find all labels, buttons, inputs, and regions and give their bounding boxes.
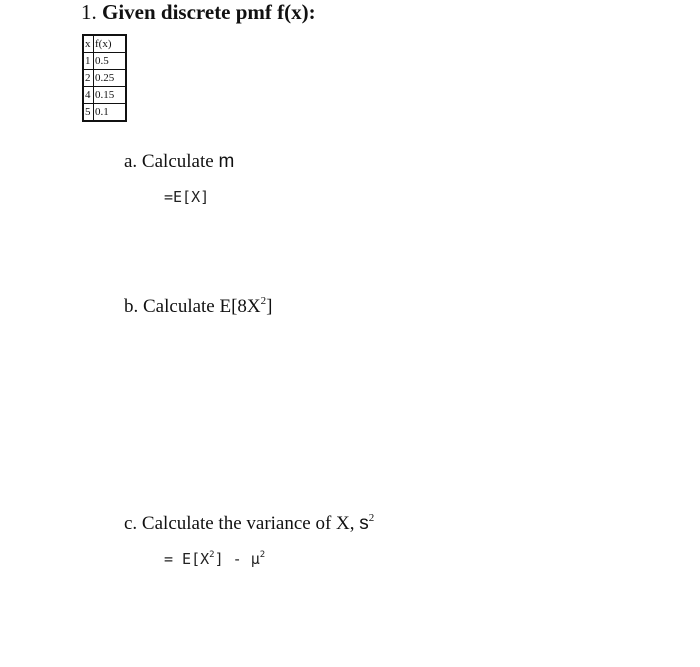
- part-a-label: a. Calculate: [124, 151, 219, 172]
- part-c-formula-lead: = E[X: [164, 550, 210, 568]
- part-b-label: b. Calculate E[8X: [124, 296, 261, 317]
- problem-number: 1.: [81, 0, 97, 24]
- pmf-cell-x: 2: [83, 70, 94, 87]
- pmf-cell-f: 0.15: [94, 87, 127, 104]
- part-a-symbol: m: [218, 151, 235, 172]
- pmf-header-f: f(x): [94, 35, 127, 53]
- part-b-question: [124, 296, 272, 318]
- table-row: [83, 53, 126, 70]
- pmf-cell-x: 4: [83, 87, 94, 104]
- part-c-label: c. Calculate the variance of X,: [124, 513, 360, 534]
- pmf-header-x: x: [83, 35, 94, 53]
- part-a-question: [124, 151, 234, 173]
- pmf-cell-f: 0.5: [94, 53, 127, 70]
- pmf-cell-f: 0.1: [94, 104, 127, 122]
- problem-title: [81, 0, 316, 24]
- part-c-formula-mid: ] - μ: [214, 550, 260, 568]
- part-b-exponent: 2: [260, 295, 267, 307]
- part-c-formula-exp1: 2: [209, 550, 215, 560]
- table-row: [83, 104, 126, 122]
- pmf-cell-x: 5: [83, 104, 94, 122]
- pmf-cell-f: 0.25: [94, 70, 127, 87]
- pmf-cell-x: 1: [83, 53, 94, 70]
- part-c-formula: [164, 550, 265, 568]
- table-row: [83, 70, 126, 87]
- problem-title-text: Given discrete pmf f(x):: [102, 0, 316, 24]
- pmf-table-header-row: [83, 35, 126, 53]
- part-c-question: [124, 513, 374, 535]
- part-c-exponent: 2: [368, 512, 375, 524]
- part-c-symbol: s: [359, 513, 369, 534]
- part-c-formula-exp2: 2: [259, 550, 266, 560]
- part-b-closing: ]: [266, 296, 273, 317]
- pmf-table: [82, 34, 127, 122]
- table-row: [83, 87, 126, 104]
- part-a-formula: =E[X]: [164, 188, 210, 206]
